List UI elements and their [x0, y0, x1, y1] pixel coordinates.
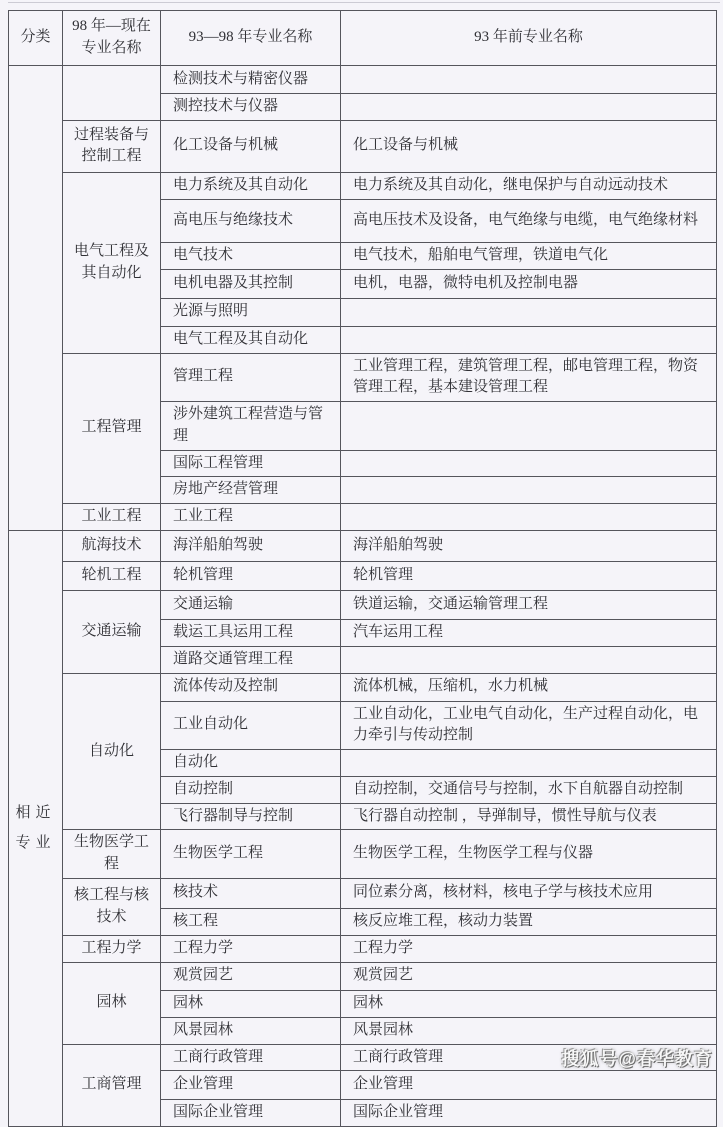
- header-pre-93: 93 年前专业名称: [341, 11, 717, 66]
- major-pre-93-cell: 电力系统及其自动化，继电保护与自动远动技术: [341, 172, 717, 199]
- table-row: [9, 962, 717, 990]
- major-pre-93-cell: 工业自动化，工业电气自动化，生产过程自动化，电力牵引与传动控制: [341, 701, 717, 750]
- table-row: [9, 353, 717, 402]
- header-row: [9, 11, 717, 66]
- major-93-98-cell: 核工程: [161, 908, 341, 935]
- major-93-98-cell: 化工设备与机械: [161, 120, 341, 172]
- major-pre-93-cell: 电气技术，船舶电气管理，铁道电气化: [341, 242, 717, 269]
- major-pre-93-cell: 自动控制，交通信号与控制，水下自航器自动控制: [341, 776, 717, 803]
- major-93-98-cell: 工业自动化: [161, 701, 341, 750]
- major-93-98-cell: 光源与照明: [161, 298, 341, 326]
- page-top-crop-line: [8, 2, 720, 3]
- watermark: 搜狐号@春华教育: [561, 1049, 713, 1069]
- major-pre-93-cell: [341, 298, 717, 326]
- major-pre-93-cell: 生物医学工程，生物医学工程与仪器: [341, 830, 717, 879]
- major-93-98-cell: 工业工程: [161, 504, 341, 531]
- major-98-now-cell: [63, 66, 161, 121]
- table-row: [9, 120, 717, 172]
- major-pre-93-cell: 企业管理: [341, 1071, 717, 1100]
- major-pre-93-cell: 化工设备与机械: [341, 120, 717, 172]
- major-pre-93-cell: 飞行器自动控制 ，导弹制导，惯性导航与仪表: [341, 803, 717, 830]
- major-93-98-cell: 流体传动及控制: [161, 673, 341, 701]
- major-pre-93-cell: [341, 477, 717, 504]
- major-pre-93-cell: 汽车运用工程: [341, 619, 717, 646]
- major-93-98-cell: 企业管理: [161, 1071, 341, 1100]
- table-body: [9, 66, 717, 1127]
- major-93-98-cell: 飞行器制导与控制: [161, 803, 341, 830]
- major-pre-93-cell: 铁道运输，交通运输管理工程: [341, 590, 717, 619]
- major-93-98-cell: 管理工程: [161, 353, 341, 402]
- major-pre-93-cell: [341, 94, 717, 121]
- table-row: [9, 590, 717, 619]
- major-98-now-cell: 园林: [63, 962, 161, 1044]
- major-93-98-cell: 检测技术与精密仪器: [161, 66, 341, 94]
- major-pre-93-cell: 观赏园艺: [341, 962, 717, 990]
- major-pre-93-cell: 同位素分离，核材料，核电子学与核技术应用: [341, 878, 717, 908]
- major-93-98-cell: 工商行政管理: [161, 1044, 341, 1071]
- major-pre-93-cell: 电机，电器，微特电机及控制电器: [341, 269, 717, 298]
- major-93-98-cell: 载运工具运用工程: [161, 619, 341, 646]
- category-cell: [9, 66, 63, 531]
- major-93-98-cell: 测控技术与仪器: [161, 94, 341, 121]
- major-98-now-cell: 工程力学: [63, 935, 161, 962]
- table-row: [9, 935, 717, 962]
- table-header: [9, 11, 717, 66]
- major-93-98-cell: 自动控制: [161, 776, 341, 803]
- major-pre-93-cell: 风景园林: [341, 1017, 717, 1044]
- major-93-98-cell: 电气技术: [161, 242, 341, 269]
- major-93-98-cell: 工程力学: [161, 935, 341, 962]
- major-98-now-cell: 交通运输: [63, 590, 161, 673]
- major-93-98-cell: 房地产经营管理: [161, 477, 341, 504]
- major-pre-93-cell: 园林: [341, 990, 717, 1017]
- major-98-now-cell: 核工程与核技术: [63, 878, 161, 935]
- major-98-now-cell: 过程装备与控制工程: [63, 120, 161, 172]
- major-98-now-cell: 航海技术: [63, 530, 161, 561]
- header-93-98: 93—98 年专业名称: [161, 11, 341, 66]
- major-93-98-cell: 海洋船舶驾驶: [161, 530, 341, 561]
- major-98-now-cell: 轮机工程: [63, 561, 161, 590]
- major-pre-93-cell: [341, 504, 717, 531]
- category-cell: 相近专业: [9, 530, 63, 1126]
- major-93-98-cell: 电力系统及其自动化: [161, 172, 341, 199]
- table-row: [9, 172, 717, 199]
- major-98-now-cell: 生物医学工程: [63, 830, 161, 879]
- table-row: [9, 673, 717, 701]
- major-93-98-cell: 园林: [161, 990, 341, 1017]
- major-pre-93-cell: [341, 646, 717, 673]
- major-pre-93-cell: [341, 750, 717, 777]
- major-98-now-cell: 工商管理: [63, 1044, 161, 1127]
- major-93-98-cell: 生物医学工程: [161, 830, 341, 879]
- table-row: [9, 878, 717, 908]
- major-pre-93-cell: 工业管理工程，建筑管理工程，邮电管理工程，物资管理工程，基本建设管理工程: [341, 353, 717, 402]
- major-93-98-cell: 核技术: [161, 878, 341, 908]
- major-93-98-cell: 国际工程管理: [161, 450, 341, 477]
- major-93-98-cell: 自动化: [161, 750, 341, 777]
- major-pre-93-cell: 工商行政管理: [341, 1044, 717, 1071]
- table-row: [9, 66, 717, 94]
- major-pre-93-cell: 核反应堆工程，核动力装置: [341, 908, 717, 935]
- table-row: [9, 561, 717, 590]
- table-row: [9, 830, 717, 879]
- header-98-now: 98 年—现在专业名称: [63, 11, 161, 66]
- major-93-98-cell: 轮机管理: [161, 561, 341, 590]
- major-98-now-cell: 工业工程: [63, 504, 161, 531]
- major-98-now-cell: 电气工程及其自动化: [63, 172, 161, 353]
- major-pre-93-cell: 轮机管理: [341, 561, 717, 590]
- major-pre-93-cell: [341, 326, 717, 353]
- major-pre-93-cell: 流体机械，压缩机，水力机械: [341, 673, 717, 701]
- major-pre-93-cell: [341, 402, 717, 451]
- major-93-98-cell: 观赏园艺: [161, 962, 341, 990]
- major-mapping-table: [8, 10, 717, 1127]
- major-pre-93-cell: 高电压技术及设备，电气绝缘与电缆，电气绝缘材料: [341, 199, 717, 242]
- major-93-98-cell: 国际企业管理: [161, 1100, 341, 1127]
- major-93-98-cell: 风景园林: [161, 1017, 341, 1044]
- table-row: [9, 530, 717, 561]
- major-93-98-cell: 电气工程及其自动化: [161, 326, 341, 353]
- major-98-now-cell: 工程管理: [63, 353, 161, 504]
- major-pre-93-cell: [341, 66, 717, 94]
- major-98-now-cell: 自动化: [63, 673, 161, 830]
- major-pre-93-cell: [341, 450, 717, 477]
- major-93-98-cell: 涉外建筑工程营造与管理: [161, 402, 341, 451]
- major-pre-93-cell: 国际企业管理: [341, 1100, 717, 1127]
- table-row: [9, 504, 717, 531]
- major-93-98-cell: 交通运输: [161, 590, 341, 619]
- major-93-98-cell: 电机电器及其控制: [161, 269, 341, 298]
- header-category: 分类: [9, 11, 63, 66]
- major-pre-93-cell: 海洋船舶驾驶: [341, 530, 717, 561]
- major-93-98-cell: 高电压与绝缘技术: [161, 199, 341, 242]
- major-pre-93-cell: 工程力学: [341, 935, 717, 962]
- major-93-98-cell: 道路交通管理工程: [161, 646, 341, 673]
